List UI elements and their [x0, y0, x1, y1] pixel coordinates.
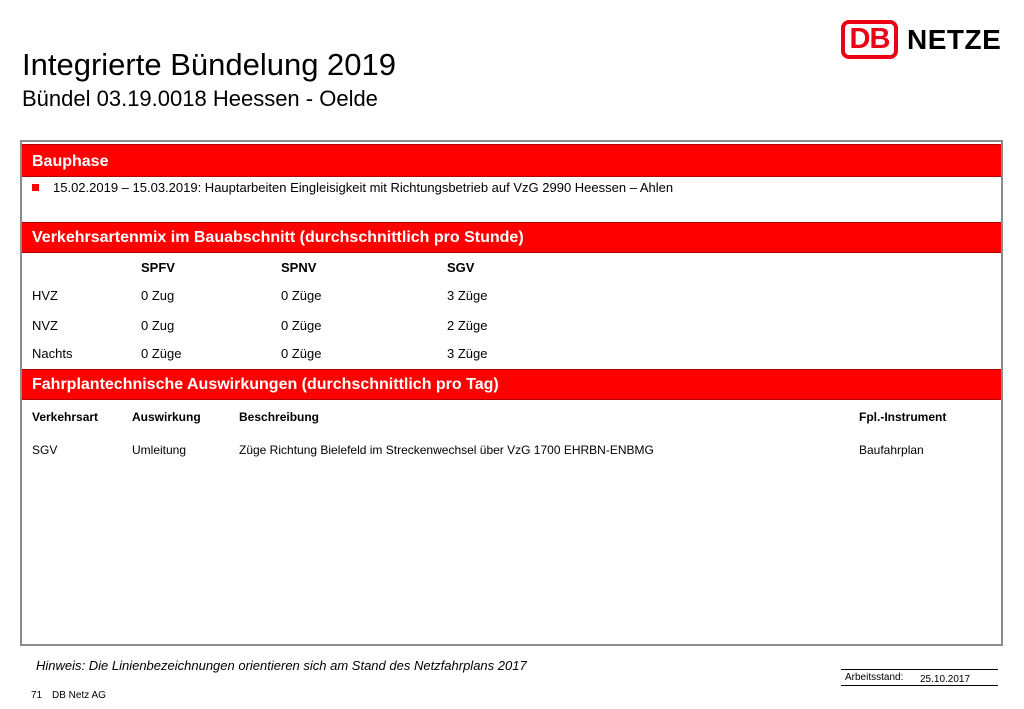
verkehrsmix-cell: 0 Züge: [281, 288, 322, 303]
divider: [841, 669, 998, 670]
db-netze-logo: [841, 20, 1006, 60]
page-number: 71: [31, 690, 43, 701]
verkehrsmix-cell: 2 Züge: [447, 318, 488, 333]
auswirkungen-col-auswirkung: Auswirkung: [132, 410, 201, 424]
auswirkungen-cell-verkehrsart: SGV: [32, 443, 58, 457]
auswirkungen-cell-beschreibung: Züge Richtung Bielefeld im Streckenwechsel über VzG 1700 EHRBN-ENBMG: [239, 443, 654, 457]
square-bullet-icon: [32, 184, 39, 191]
auswirkungen-col-instrument: Fpl.-Instrument: [859, 410, 947, 424]
auswirkungen-cell-auswirkung: Umleitung: [132, 443, 187, 457]
verkehrsmix-cell: 0 Züge: [281, 346, 322, 361]
verkehrsmix-col-spfv: SPFV: [141, 260, 175, 275]
verkehrsmix-cell: 3 Züge: [447, 288, 488, 303]
netze-logo-text: NETZE: [907, 24, 1002, 55]
page-title: Integrierte Bündelung 2019: [22, 47, 397, 82]
auswirkungen-cell-instrument: Baufahrplan: [859, 443, 924, 457]
bauphase-item: [32, 180, 673, 196]
arbeitsstand-label: Arbeitsstand:: [845, 672, 904, 683]
bauphase-heading: Bauphase: [22, 144, 1001, 177]
verkehrsmix-cell: 3 Züge: [447, 346, 488, 361]
verkehrsmix-row-label: HVZ: [32, 288, 58, 303]
company-name: DB Netz AG: [52, 690, 106, 701]
bauphase-item-text: 15.02.2019 – 15.03.2019: Hauptarbeiten Eingleisigkeit mit Richtungsbetrieb auf VzG 2990 Heessen – Ahlen: [53, 180, 674, 195]
verkehrsmix-cell: 0 Züge: [141, 346, 182, 361]
verkehrsmix-col-sgv: SGV: [447, 260, 475, 275]
page-subtitle: Bündel 03.19.0018 Heessen - Oelde: [22, 86, 378, 111]
auswirkungen-col-verkehrsart: Verkehrsart: [32, 410, 99, 424]
db-logo-text: DB: [849, 23, 890, 55]
hint-text: Hinweis: Die Linienbezeichnungen orientieren sich am Stand des Netzfahrplans 2017: [36, 658, 527, 673]
auswirkungen-col-beschreibung: Beschreibung: [239, 410, 320, 424]
auswirkungen-heading: Fahrplantechnische Auswirkungen (durchschnittlich pro Tag): [22, 369, 1001, 400]
content-frame: [20, 140, 1003, 646]
divider: [841, 685, 998, 686]
db-logo-mark: [841, 20, 898, 59]
verkehrsmix-row-label: NVZ: [32, 318, 58, 333]
verkehrsmix-cell: 0 Zug: [141, 288, 175, 303]
verkehrsmix-row-label: Nachts: [32, 346, 73, 361]
verkehrsmix-col-spnv: SPNV: [281, 260, 317, 275]
arbeitsstand-date: 25.10.2017: [920, 674, 971, 685]
verkehrsmix-heading: Verkehrsartenmix im Bauabschnitt (durchschnittlich pro Stunde): [22, 222, 1001, 253]
verkehrsmix-cell: 0 Zug: [141, 318, 175, 333]
verkehrsmix-cell: 0 Züge: [281, 318, 322, 333]
